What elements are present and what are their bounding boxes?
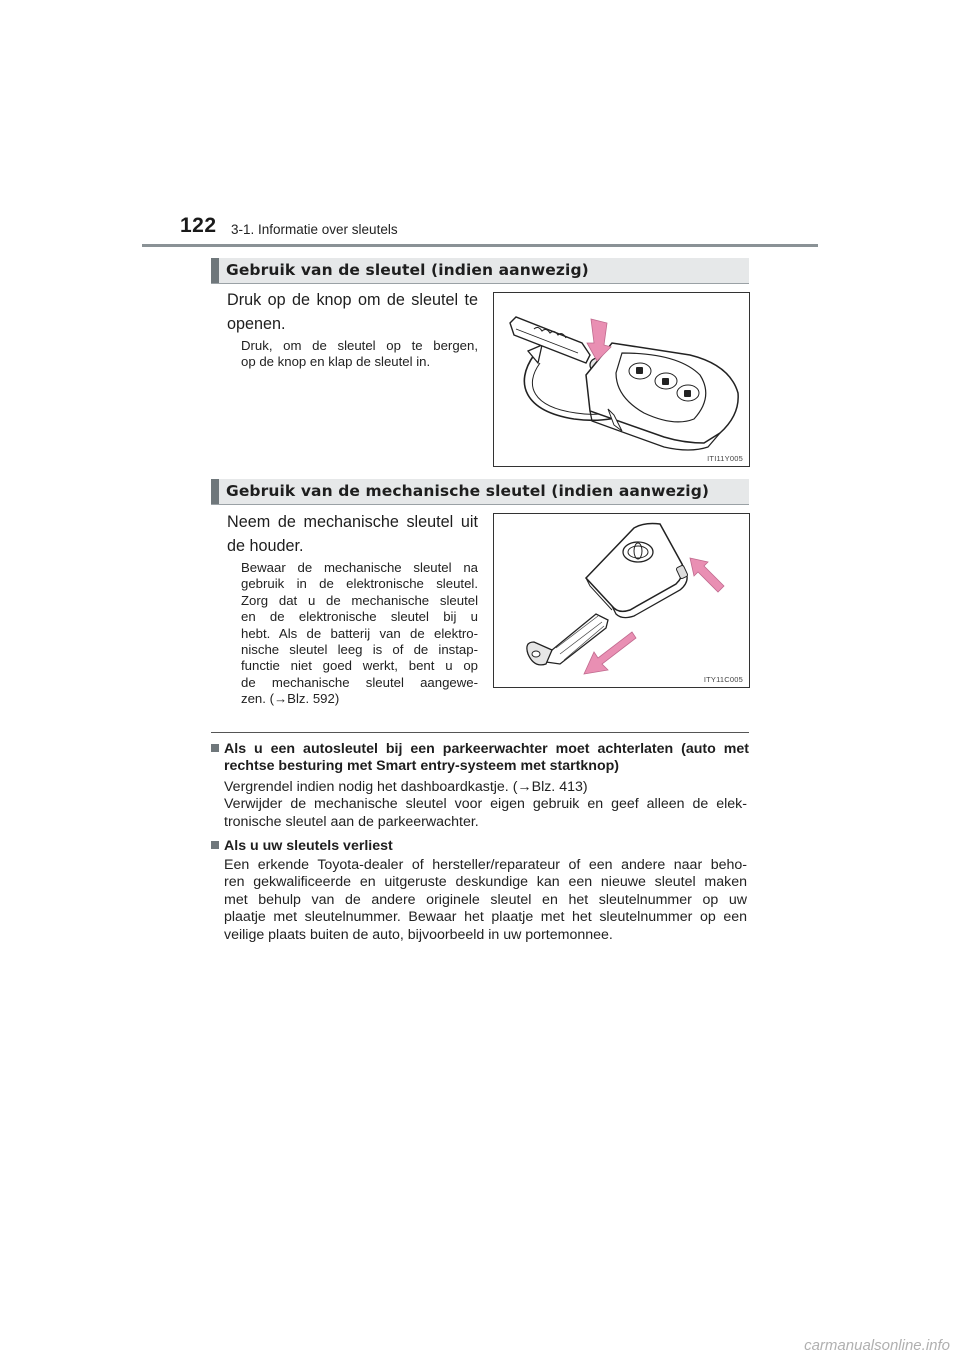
note-line: nische sleutel leeg is of de instap- bbox=[241, 642, 478, 658]
section-heading-label: Gebruik van de sleutel (indien aanwezig) bbox=[226, 261, 589, 279]
smart-key-illustration bbox=[494, 514, 749, 687]
body-line: Vergrendel indien nodig het dashboardkastje. (→Blz. 413) bbox=[224, 779, 588, 795]
body-line: ren gekwalificeerde en uitgeruste deskundige kan een nieuwe sleutel maken bbox=[224, 874, 747, 891]
section1-note-line1: Druk, om de sleutel op te bergen, bbox=[241, 338, 478, 353]
note-line: Zorg dat u de mechanische sleutel bbox=[241, 592, 478, 608]
section2-lead-line2: de houder. bbox=[227, 537, 304, 555]
note-line: zen. (→Blz. 592) bbox=[241, 691, 340, 707]
note-line: functie niet goed werkt, bent u op bbox=[241, 658, 478, 674]
info-body-valet bbox=[224, 779, 747, 831]
section-separator bbox=[211, 732, 749, 733]
body-line: tronische sleutel aan de parkeerwachter. bbox=[224, 813, 479, 830]
flip-key-illustration bbox=[494, 293, 749, 466]
section-heading-label: Gebruik van de mechanische sleutel (indien aanwezig) bbox=[226, 482, 710, 500]
info-heading-valet bbox=[211, 741, 749, 776]
section-heading-key-use bbox=[211, 258, 749, 284]
info-heading-line2: rechtse besturing met Smart entry-systeem met startknop) bbox=[224, 758, 620, 775]
section-heading-bar bbox=[211, 479, 219, 504]
body-line: Verwijder de mechanische sleutel voor eigen gebruik en geef alleen de elek- bbox=[224, 796, 747, 813]
note-line: gebruik in de elektronische sleutel. bbox=[241, 576, 478, 592]
section2-note bbox=[241, 560, 478, 708]
section1-lead-line1: Druk op de knop om de sleutel te bbox=[227, 291, 478, 309]
header-rule bbox=[142, 244, 818, 247]
section1-note-line2: op de knop en klap de sleutel in. bbox=[241, 354, 431, 370]
section1-note bbox=[241, 338, 478, 371]
figure-code: ITI11Y005 bbox=[707, 454, 743, 463]
info-heading-label: Als u uw sleutels verliest bbox=[224, 838, 393, 854]
section2-lead-line1: Neem de mechanische sleutel uit bbox=[227, 513, 478, 531]
section-heading-bar bbox=[211, 258, 219, 283]
figure-smart-key bbox=[493, 513, 750, 688]
section1-lead-line2: openen. bbox=[227, 315, 286, 333]
figure-flip-key bbox=[493, 292, 750, 467]
bullet-square-icon bbox=[211, 744, 219, 752]
chapter-title: 3-1. Informatie over sleutels bbox=[231, 222, 398, 237]
note-line: de mechanische sleutel aangewe- bbox=[241, 674, 478, 690]
info-heading-lost-keys bbox=[211, 838, 393, 855]
info-heading-line1: Als u een autosleutel bij een parkeerwachter moet achterlaten (auto met bbox=[224, 741, 749, 757]
body-line: veilige plaats buiten de auto, bijvoorbeeld in uw portemonnee. bbox=[224, 926, 613, 943]
body-line: met behulp van de andere originele sleutel en het sleutelnummer op uw bbox=[224, 891, 747, 908]
note-line: Bewaar de mechanische sleutel na bbox=[241, 560, 478, 575]
page-number: 122 bbox=[180, 214, 217, 237]
bullet-square-icon bbox=[211, 841, 219, 849]
section-heading-mechanical-key bbox=[211, 479, 749, 505]
note-line: hebt. Als de batterij van de elektro- bbox=[241, 625, 478, 641]
info-body-lost-keys bbox=[224, 857, 747, 944]
watermark: carmanualsonline.info bbox=[804, 1337, 950, 1354]
section1-lead bbox=[227, 288, 478, 336]
figure-code: ITY11C005 bbox=[703, 675, 743, 684]
body-line: Een erkende Toyota-dealer of hersteller/reparateur of een andere naar beho- bbox=[224, 857, 747, 873]
section2-lead bbox=[227, 510, 478, 558]
body-line: plaatje met sleutelnummer. Bewaar het plaatje met het sleutelnummer op een bbox=[224, 909, 747, 926]
note-line: en de elektronische sleutel bij u bbox=[241, 609, 478, 625]
